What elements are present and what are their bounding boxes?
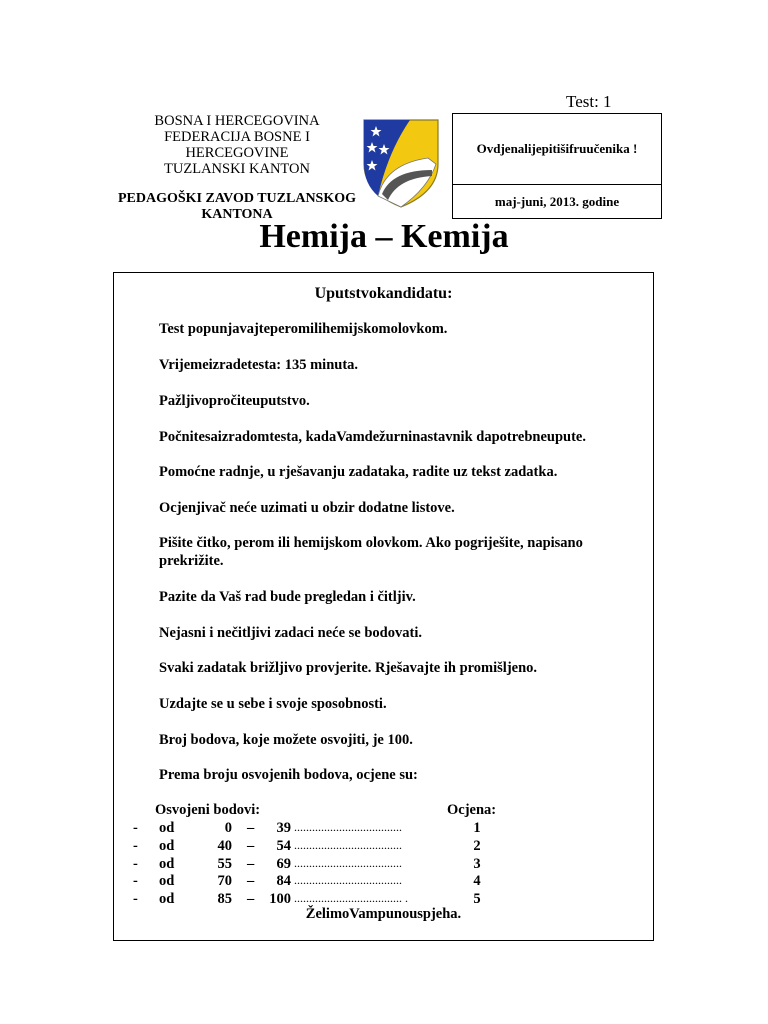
- canton-coat-of-arms-icon: [358, 112, 444, 210]
- instruction-item: Počnitesaizradomtesta, kadaVamdežurninastavnik dapotrebneupute.: [159, 429, 586, 445]
- instruction-item: Svaki zadatak brižljivo provjerite. Rješavajte ih promišljeno.: [159, 660, 538, 676]
- grade-row-to: 39: [276, 820, 291, 836]
- closing-wish: ŽelimoVampunouspjeha.: [305, 906, 462, 922]
- issuer-line-federation: FEDERACIJA BOSNE I HERCEGOVINE: [164, 129, 310, 161]
- issuer-line-country: BOSNA I HERCEGOVINA: [154, 113, 320, 129]
- grade-row-en-dash: –: [247, 820, 255, 836]
- instruction-item: Pišite čitko, perom ili hemijskom olovkom. Ako pogriješite, napisano prekrižite.: [159, 535, 583, 569]
- grade-row-dots: .................................... .: [294, 891, 408, 905]
- grade-row-en-dash: –: [247, 838, 255, 854]
- grade-row-od: od: [159, 873, 175, 889]
- instruction-item: Nejasni i nečitljivi zadaci neće se bodovati.: [159, 625, 422, 641]
- student-code-field[interactable]: Ovdjenalijepitišifruučenika !: [453, 114, 661, 185]
- grade-row-from: 0: [224, 820, 232, 836]
- grade-row-dash: -: [133, 856, 138, 872]
- grade-row: [114, 820, 653, 838]
- grade-row-grade: 2: [473, 838, 481, 854]
- issuer-header: [112, 113, 362, 223]
- instruction-item: Uzdajte se u sebe i svoje sposobnosti.: [159, 696, 387, 712]
- institute-line-2: KANTONA: [201, 207, 273, 222]
- grade-row-dots: ....................................: [294, 820, 402, 834]
- grade-row-from: 55: [217, 856, 232, 872]
- grade-row: [114, 873, 653, 891]
- grade-row-en-dash: –: [247, 873, 255, 889]
- grade-row-en-dash: –: [247, 856, 255, 872]
- institute-line-1: PEDAGOŠKI ZAVOD TUZLANSKOG: [117, 191, 357, 206]
- grade-row-od: od: [159, 838, 175, 854]
- grade-row-dots: ....................................: [294, 856, 402, 870]
- grade-row-from: 40: [217, 838, 232, 854]
- student-code-box: [452, 113, 662, 219]
- grade-row-from: 70: [217, 873, 232, 889]
- subject-title: Hemija – Kemija: [259, 218, 509, 255]
- grade-row-grade: 1: [473, 820, 481, 836]
- grade-row-en-dash: –: [247, 891, 255, 907]
- grade-row-to: 54: [276, 838, 291, 854]
- instruction-item: Pažljivopročiteuputstvo.: [159, 393, 310, 409]
- grade-row-od: od: [159, 856, 175, 872]
- instruction-item: Prema broju osvojenih bodova, ocjene su:: [159, 767, 418, 783]
- instruction-item: Pazite da Vaš rad bude pregledan i čitljiv.: [159, 589, 416, 605]
- grade-row-dash: -: [133, 873, 138, 889]
- grade-row-dots: ....................................: [294, 838, 402, 852]
- instruction-item: Ocjenjivač neće uzimati u obzir dodatne listove.: [159, 500, 455, 516]
- grade-row-grade: 5: [473, 891, 481, 907]
- grade-row-to: 84: [276, 873, 291, 889]
- grade-row-grade: 3: [473, 856, 481, 872]
- grade-row-dash: -: [133, 891, 138, 907]
- grade-row-od: od: [159, 891, 175, 907]
- test-number-label: Test: 1: [566, 92, 612, 111]
- grade-row-dash: -: [133, 820, 138, 836]
- instructions-title: Uputstvokandidatu:: [314, 285, 453, 302]
- exam-date: maj-juni, 2013. godine: [494, 193, 620, 209]
- grade-column-header: Ocjena:: [447, 802, 497, 818]
- grade-row: [114, 838, 653, 856]
- points-column-header: Osvojeni bodovi:: [155, 802, 261, 818]
- grade-row-dots: ....................................: [294, 873, 402, 887]
- instructions-frame: [113, 272, 654, 941]
- grade-row-od: od: [159, 820, 175, 836]
- grade-row-from: 85: [217, 891, 232, 907]
- issuer-line-canton: TUZLANSKI KANTON: [164, 161, 310, 177]
- grade-row: [114, 856, 653, 874]
- instruction-item: Vrijemeizradetesta: 135 minuta.: [159, 357, 359, 373]
- grade-row-to: 69: [276, 856, 291, 872]
- instruction-item: Test popunjavajteperomilihemijskomolovkom.: [159, 321, 448, 337]
- grade-row-grade: 4: [473, 873, 481, 889]
- grade-row-to: 100: [269, 891, 291, 907]
- instruction-item: Pomoćne radnje, u rješavanju zadataka, radite uz tekst zadatka.: [159, 464, 558, 480]
- grade-row-dash: -: [133, 838, 138, 854]
- instruction-item: Broj bodova, koje možete osvojiti, je 100.: [159, 732, 413, 748]
